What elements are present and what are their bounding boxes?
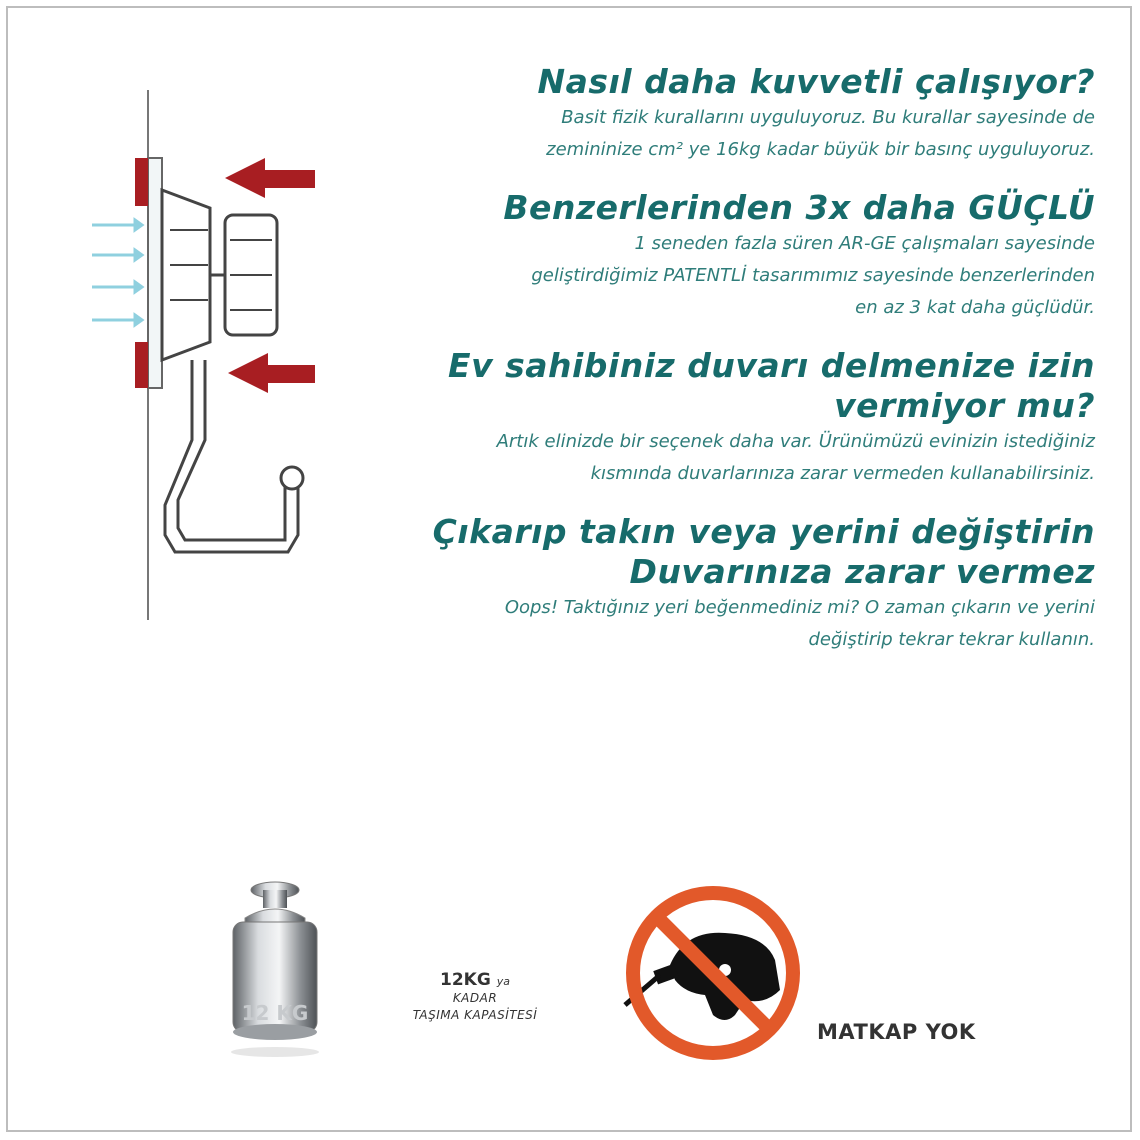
- section-body-line: 1 seneden fazla süren AR-GE çalışmaları sayesinde: [634, 233, 1095, 254]
- red-arrow-top: [225, 158, 315, 198]
- section-heading: Duvarınıza zarar vermez: [629, 552, 1095, 591]
- seal-top: [135, 158, 148, 206]
- section-heading: Ev sahibiniz duvarı delmenize izin: [448, 346, 1095, 385]
- section-body-line: değiştirip tekrar tekrar kullanın.: [808, 629, 1095, 650]
- weight-capacity-badge: [215, 870, 555, 1070]
- section-heading: Çıkarıp takın veya yerini değiştirin: [432, 512, 1095, 551]
- section-heading: Nasıl daha kuvvetli çalışıyor?: [537, 62, 1095, 101]
- suction-hook-illustration: [80, 80, 340, 640]
- seal-bottom: [135, 342, 148, 388]
- hook-arm: [165, 360, 298, 552]
- hook-body: [162, 190, 210, 360]
- red-arrow-bottom: [228, 353, 315, 393]
- section-3x-stronger: [360, 188, 1095, 324]
- weight-amount: 12KG: [440, 970, 491, 990]
- section-body-line: Basit fizik kurallarını uyguluyoruz. Bu kurallar sayesinde de: [561, 107, 1095, 128]
- section-body-line: geliştirdiğimiz PATENTLİ tasarımımız sayesinde benzerlerinden: [531, 265, 1095, 286]
- feature-text-column: [360, 62, 1095, 678]
- section-no-drilling: [360, 346, 1095, 490]
- no-drill-label: MATKAP YOK: [817, 1020, 976, 1044]
- suction-plate: [148, 158, 162, 388]
- section-strength: [360, 62, 1095, 166]
- section-heading: Benzerlerinden 3x daha GÜÇLÜ: [503, 188, 1095, 227]
- section-body-line: zemininize cm² ye 16kg kadar büyük bir basınç uyguluyoruz.: [546, 139, 1095, 160]
- weight-caption-line: TAŞIMA KAPASİTESİ: [412, 1008, 538, 1022]
- no-drill-icon: [615, 875, 815, 1065]
- weight-icon: [215, 870, 335, 1060]
- section-heading: vermiyor mu?: [834, 386, 1095, 425]
- weight-caption-line: KADAR: [452, 991, 498, 1005]
- air-pressure-arrows: [92, 220, 142, 325]
- section-body-line: Oops! Taktığınız yeri beğenmediniz mi? O zaman çıkarın ve yerini: [504, 597, 1095, 618]
- section-body-line: Artık elinizde bir seçenek daha var. Ürünümüzü evinizin istediğiniz: [496, 431, 1095, 452]
- weight-suffix: ya: [496, 975, 510, 988]
- section-body-line: kısmında duvarlarınıza zarar vermeden kullanabilirsiniz.: [590, 463, 1095, 484]
- section-reusable: [360, 512, 1095, 656]
- weight-caption: [395, 970, 555, 1024]
- hook-ball: [281, 467, 303, 489]
- section-body-line: en az 3 kat daha güçlüdür.: [855, 297, 1095, 318]
- weight-engraving: 12 KG: [241, 1001, 309, 1025]
- no-drill-badge: [615, 875, 995, 1075]
